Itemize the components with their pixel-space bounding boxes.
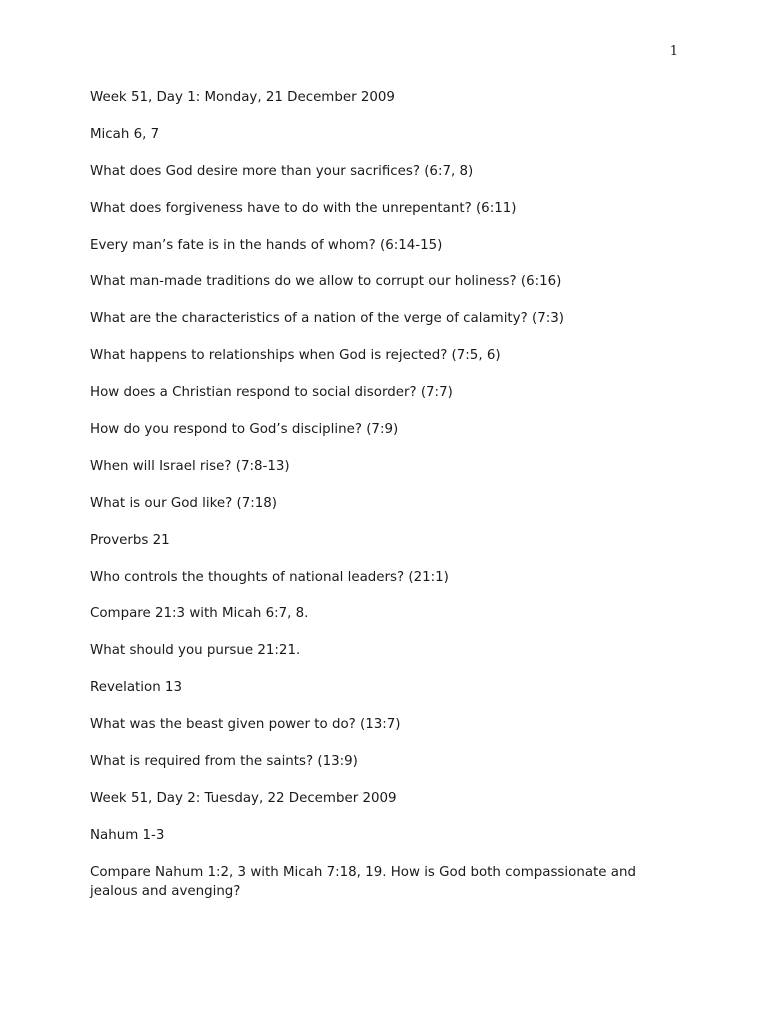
question-line: What are the characteristics of a nation of the verge of calamity? (7:3) (90, 311, 564, 327)
question-line: What should you pursue 21:21. (90, 643, 301, 659)
question-line: What happens to relationships when God is rejected? (7:5, 6) (90, 348, 501, 364)
question-line: What man-made traditions do we allow to corrupt our holiness? (6:16) (90, 274, 562, 290)
question-line: Compare 21:3 with Micah 6:7, 8. (90, 606, 309, 622)
question-line: What was the beast given power to do? (13:7) (90, 717, 401, 733)
heading-week51-day2: Week 51, Day 2: Tuesday, 22 December 2009 (90, 790, 397, 806)
heading-week51-day1: Week 51, Day 1: Monday, 21 December 2009 (90, 90, 395, 105)
question-line: What does forgiveness have to do with the unrepentant? (6:11) (90, 200, 517, 216)
page-number: 1 (669, 44, 678, 59)
reading-proverbs: Proverbs 21 (90, 532, 170, 548)
question-line: What is required from the saints? (13:9) (90, 754, 358, 770)
question-line: How does a Christian respond to social disorder? (7:7) (90, 385, 453, 401)
question-line: What is our God like? (7:18) (90, 495, 277, 511)
question-line: Who controls the thoughts of national leaders? (21:1) (90, 569, 449, 585)
reading-micah: Micah 6, 7 (90, 126, 160, 142)
question-line: When will Israel rise? (7:8-13) (90, 458, 290, 474)
document-body (90, 88, 680, 919)
reading-revelation: Revelation 13 (90, 680, 182, 696)
question-line: What does God desire more than your sacrifices? (6:7, 8) (90, 163, 474, 179)
question-line: Every man’s fate is in the hands of whom? (6:14-15) (90, 237, 443, 253)
question-line: Compare Nahum 1:2, 3 with Micah 7:18, 19. How is God both compassionate and jealous and avenging? (90, 864, 636, 899)
reading-nahum: Nahum 1-3 (90, 827, 165, 843)
question-line: How do you respond to God’s discipline? (7:9) (90, 422, 399, 438)
